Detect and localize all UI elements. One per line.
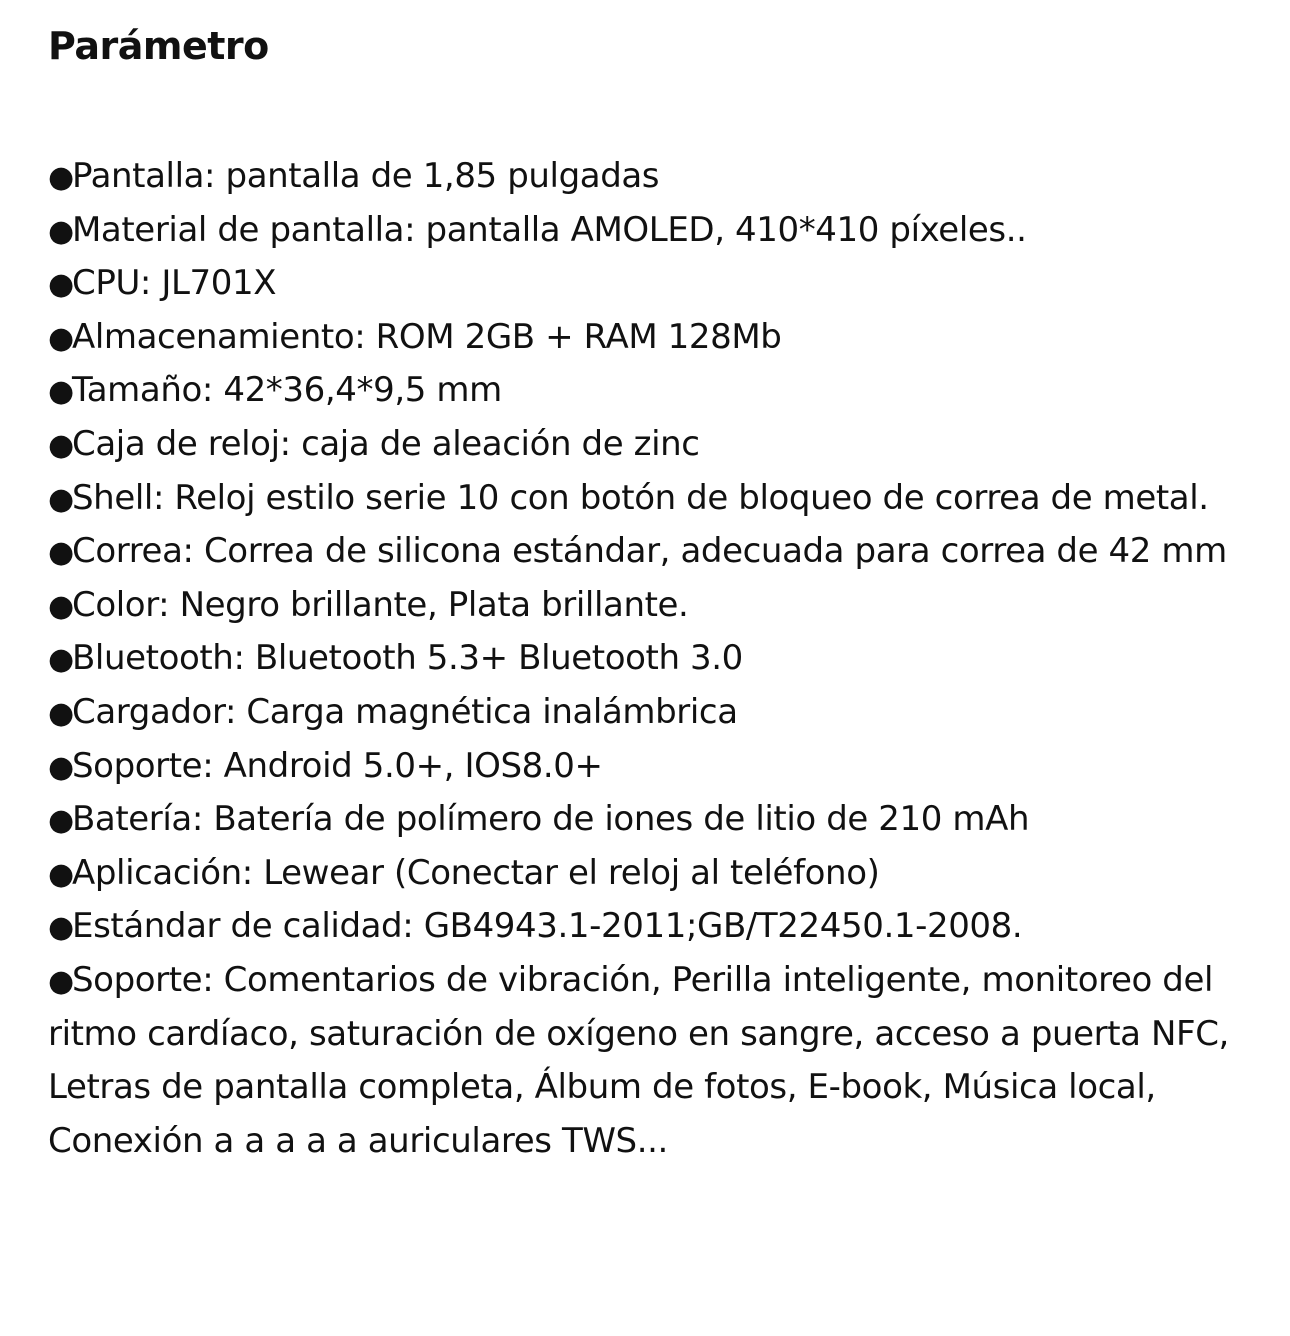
parameter-item — [48, 847, 1258, 901]
parameter-text: Shell: Reloj estilo serie 10 con botón de bloqueo de correa de metal. — [72, 477, 1209, 518]
parameter-text: Batería: Batería de polímero de iones de litio de 210 mAh — [72, 799, 1030, 840]
parameter-item — [48, 900, 1258, 954]
parameter-text: Tamaño: 42*36,4*9,5 mm — [72, 370, 502, 411]
parameter-text: Pantalla: pantalla de 1,85 pulgadas — [72, 156, 660, 196]
parameter-item — [48, 150, 1258, 204]
bullet-icon: ● — [48, 642, 74, 678]
bullet-icon: ● — [48, 320, 74, 356]
bullet-icon: ● — [48, 374, 74, 410]
bullet-icon: ● — [48, 910, 74, 946]
parameter-text: Soporte: Android 5.0+, IOS8.0+ — [72, 745, 603, 786]
bullet-icon: ● — [48, 963, 74, 999]
bullet-icon: ● — [48, 749, 74, 785]
bullet-icon: ● — [48, 803, 74, 839]
parameter-item — [48, 954, 1258, 1168]
parameters-section — [48, 18, 1258, 1168]
parameter-item — [48, 632, 1258, 686]
parameter-item — [48, 418, 1258, 472]
parameter-text: Correa: Correa de silicona estándar, adecuada para correa de 42 mm — [72, 531, 1227, 572]
section-title: Parámetro — [48, 24, 269, 68]
parameter-item — [48, 793, 1258, 847]
bullet-icon: ● — [48, 267, 74, 303]
parameter-text: Estándar de calidad: GB4943.1-2011;GB/T22450.1-2008. — [72, 906, 1023, 947]
bullet-icon: ● — [48, 213, 74, 249]
parameter-item — [48, 311, 1258, 365]
parameter-item — [48, 579, 1258, 633]
parameter-item — [48, 525, 1258, 579]
parameter-item — [48, 257, 1258, 311]
parameter-text: Soporte: Comentarios de vibración, Perilla inteligente, monitoreo del ritmo cardíaco, saturación de oxígeno en sangre, acceso a puerta NFC, Letras de pantalla completa, Álbum de fotos, E-book, Música local, Conexión a a a a a auriculares TWS... — [48, 959, 1229, 1161]
parameter-item — [48, 364, 1258, 418]
parameter-item — [48, 204, 1258, 258]
bullet-icon: ● — [48, 695, 74, 731]
parameter-item — [48, 740, 1258, 794]
parameter-text: Aplicación: Lewear (Conectar el reloj al teléfono) — [72, 852, 880, 893]
parameter-item — [48, 686, 1258, 740]
bullet-icon: ● — [48, 160, 74, 195]
parameter-text: Bluetooth: Bluetooth 5.3+ Bluetooth 3.0 — [72, 638, 743, 679]
parameter-text: Color: Negro brillante, Plata brillante. — [72, 584, 689, 625]
parameter-text: Caja de reloj: caja de aleación de zinc — [72, 423, 700, 464]
bullet-icon: ● — [48, 535, 74, 571]
parameter-text: Cargador: Carga magnética inalámbrica — [72, 691, 738, 732]
parameter-item — [48, 472, 1258, 526]
parameter-text: CPU: JL701X — [72, 263, 277, 304]
parameters-list — [48, 150, 1258, 1168]
bullet-icon: ● — [48, 588, 74, 624]
bullet-icon: ● — [48, 481, 74, 517]
parameter-text: Almacenamiento: ROM 2GB + RAM 128Mb — [72, 316, 782, 357]
parameter-text: Material de pantalla: pantalla AMOLED, 410*410 píxeles.. — [72, 209, 1027, 250]
bullet-icon: ● — [48, 856, 74, 892]
bullet-icon: ● — [48, 427, 74, 463]
